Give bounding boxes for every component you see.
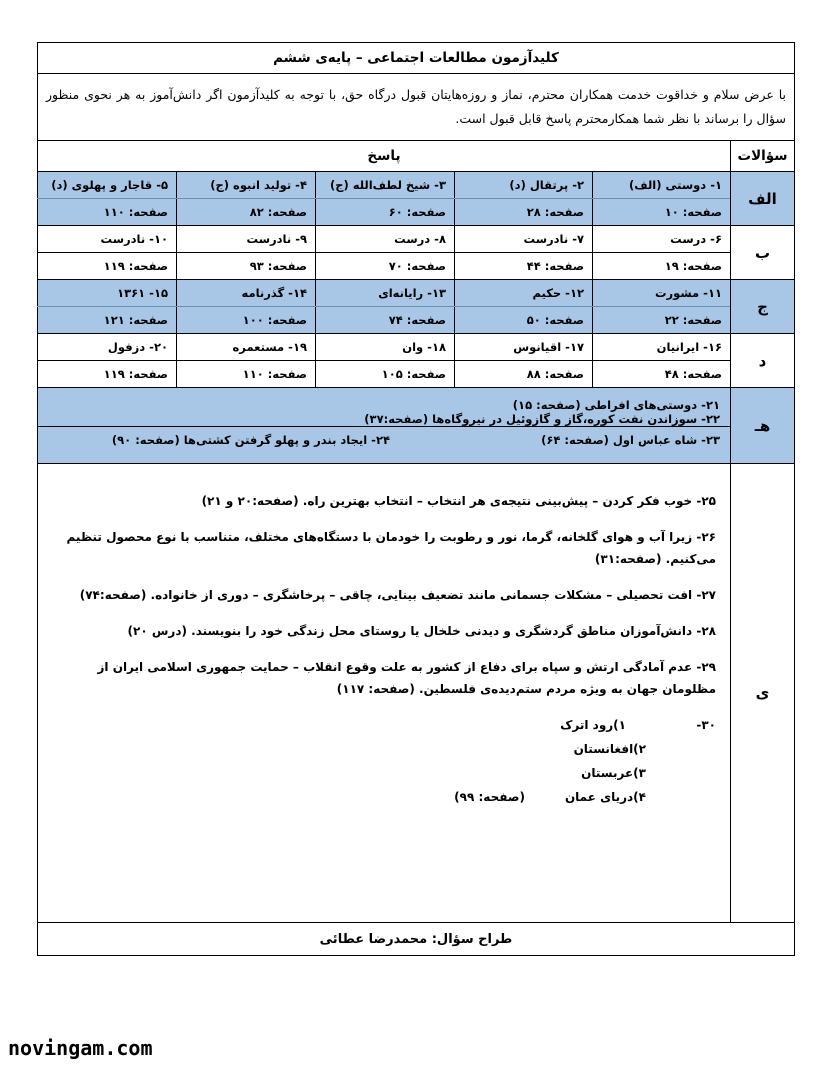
answer-23: ۲۳- شاه عباس اول (صفحه: ۶۴): [541, 433, 720, 447]
answer-cell: ۳- شیخ لطف‌الله (ج): [316, 172, 455, 199]
answer-cell: ۶- درست: [593, 226, 731, 253]
author-footer: طراح سؤال: محمدرضا عطائی: [37, 923, 794, 956]
answer-30: [48, 714, 716, 810]
page-ref-cell: صفحه: ۱۲۱: [37, 307, 176, 334]
questions-header: سؤالات: [731, 141, 795, 172]
page-ref-cell: صفحه: ۱۹: [593, 253, 731, 280]
answer-cell: ۱۲- حکیم: [455, 280, 593, 307]
answer-30-item-4: ۴)دریای عمان: [564, 790, 646, 804]
section-label: ی: [731, 464, 795, 923]
page-ref-cell: صفحه: ۸۸: [455, 361, 593, 388]
answer-cell: ۱- دوستی (الف): [593, 172, 731, 199]
answer-cell: ۱۱- مشورت: [593, 280, 731, 307]
intro-text: با عرض سلام و خداقوت خدمت همکاران محترم، نماز و روزه‌هایتان قبول درگاه حق، با توجه به کلیدآزمون اگر دانش‌آموز به هر نحوی منظور سؤال را برساند با نظر شما همکارمحترم پاسخ قابل قبول است.: [37, 74, 794, 141]
page-ref-cell: صفحه: ۱۱۰: [37, 199, 176, 226]
answer-cell: ۴- تولید انبوه (ج): [177, 172, 316, 199]
answer-header: پاسخ: [37, 141, 730, 172]
section-label: الف: [731, 172, 795, 226]
site-watermark: novingam.com: [8, 1036, 153, 1060]
descriptive-answers: [37, 464, 730, 923]
answer-cell: ۵- قاجار و پهلوی (د): [37, 172, 176, 199]
answer-cell: ۱۰- نادرست: [37, 226, 176, 253]
answer-24: ۲۴- ایجاد بندر و پهلو گرفتن کشتی‌ها (صفحه: ۹۰): [111, 433, 390, 447]
answer-cell: ۱۹- مستعمره: [177, 334, 316, 361]
answer-cell: ۲۰- دزفول: [37, 334, 176, 361]
page-ref-cell: صفحه: ۱۰: [593, 199, 731, 226]
section-label: هـ: [731, 388, 795, 464]
answer-row: [37, 427, 730, 464]
answer-30-item-3: ۳)عربستان: [581, 766, 646, 780]
answer-28: ۲۸- دانش‌آموزان مناطق گردشگری و دیدنی خلخال یا روستای محل زندگی خود را بنویسند. (درس ۲۰): [127, 624, 716, 638]
answer-30-item-2: ۲)افغانستان: [573, 742, 646, 756]
page-ref-cell: صفحه: ۲۸: [455, 199, 593, 226]
answer-22: ۲۲- سوزاندن نفت کوره،گاز و گازوئیل در نیروگاه‌ها (صفحه:۳۷): [364, 412, 720, 426]
page-ref-cell: صفحه: ۱۰۰: [177, 307, 316, 334]
page-ref-cell: صفحه: ۴۴: [455, 253, 593, 280]
answer-key-table: [37, 42, 795, 956]
answer-key-sheet: [38, 42, 795, 956]
page-ref-cell: صفحه: ۲۲: [593, 307, 731, 334]
section-label: ج: [731, 280, 795, 334]
answer-25: ۲۵- خوب فکر کردن – پیش‌بینی نتیجه‌ی هر انتخاب – انتخاب بهترین راه. (صفحه:۲۰ و ۲۱): [201, 494, 716, 508]
answer-cell: ۱۸- وان: [316, 334, 455, 361]
answer-21: ۲۱- دوستی‌های افراطی (صفحه: ۱۵): [512, 398, 720, 412]
answer-cell: ۹- نادرست: [177, 226, 316, 253]
answer-cell: ۱۷- اقیانوس: [455, 334, 593, 361]
answer-27: ۲۷- افت تحصیلی – مشکلات جسمانی مانند تضعیف بینایی، چاقی – پرخاشگری – دوری از خانواده. (صفحه:۷۴): [79, 588, 716, 602]
section-label: د: [731, 334, 795, 388]
page-ref-cell: صفحه: ۱۱۹: [37, 253, 176, 280]
page-ref-cell: صفحه: ۵۰: [455, 307, 593, 334]
answer-cell: ۸- درست: [316, 226, 455, 253]
page-title: کلیدآزمون مطالعات اجتماعی – پایه‌ی ششم: [37, 43, 794, 74]
page-ref-cell: صفحه: ۶۰: [316, 199, 455, 226]
section-label: ب: [731, 226, 795, 280]
answer-cell: ۱۳- رایانه‌ای: [316, 280, 455, 307]
answer-30-number: ۳۰-: [696, 718, 716, 732]
answer-cell: ۷- نادرست: [455, 226, 593, 253]
answer-26: ۲۶- زیرا آب و هوای گلخانه، گرما، نور و رطوبت را خودمان با دستگاه‌های مختلف، متناسب با نوع محصول تنظیم می‌کنیم. (صفحه:۳۱): [66, 530, 716, 566]
page-ref-cell: صفحه: ۴۸: [593, 361, 731, 388]
answer-cell: ۱۶- ایرانیان: [593, 334, 731, 361]
answer-row: [37, 388, 730, 427]
answer-cell: ۱۵- ۱۳۶۱: [37, 280, 176, 307]
answer-30-item-1: ۱)رود اترک: [560, 718, 626, 732]
answer-29: ۲۹- عدم آمادگی ارتش و سپاه برای دفاع از کشور به علت وقوع انقلاب – حمایت جمهوری اسلامی ایران از مظلومان جهان به ویژه مردم ستم‌دیده‌ی فلسطین. (صفحه: ۱۱۷): [97, 660, 716, 696]
answer-cell: ۲- پرتقال (د): [455, 172, 593, 199]
page-ref-cell: صفحه: ۷۴: [316, 307, 455, 334]
answer-cell: ۱۴- گذرنامه: [177, 280, 316, 307]
page-ref-cell: صفحه: ۷۰: [316, 253, 455, 280]
page-ref-cell: صفحه: ۱۱۰: [177, 361, 316, 388]
page-ref-cell: صفحه: ۱۰۵: [316, 361, 455, 388]
page-ref-cell: صفحه: ۹۳: [177, 253, 316, 280]
page-ref-cell: صفحه: ۱۱۹: [37, 361, 176, 388]
answer-30-page: (صفحه: ۹۹): [454, 790, 525, 804]
page-ref-cell: صفحه: ۸۲: [177, 199, 316, 226]
